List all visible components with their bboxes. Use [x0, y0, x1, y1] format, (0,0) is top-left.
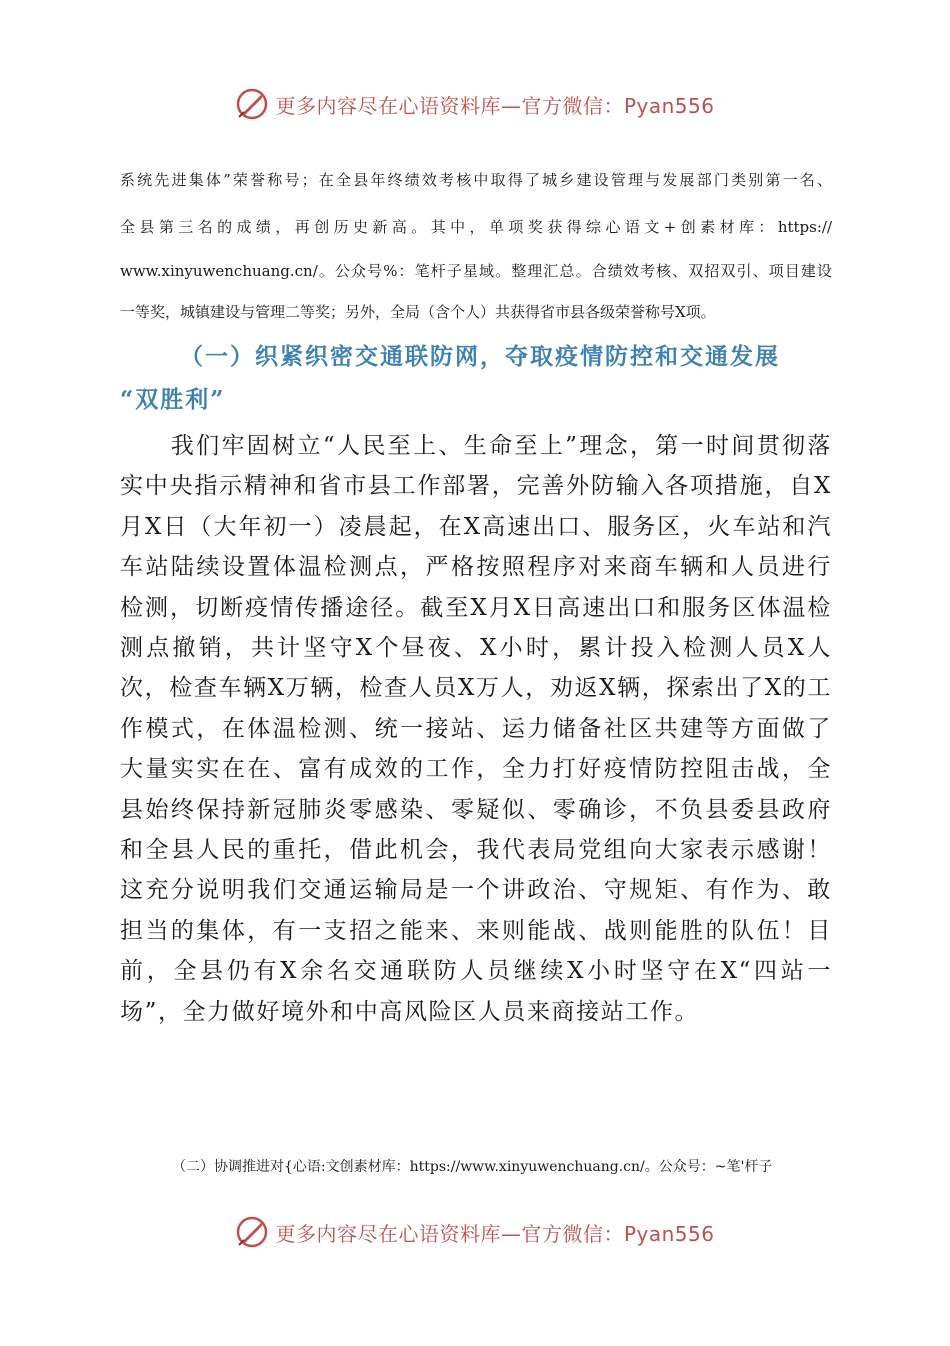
section-heading-line-1: （一）织紧织密交通联防网，夺取疫情防控和交通发展	[180, 343, 780, 370]
intro-line-1: 系统先进集体”荣誉称号；在全县年终绩效考核中取得了城乡建设管理与发展部门类别第一名、	[120, 171, 832, 189]
section-heading-continued	[120, 380, 832, 420]
next-section-line: （二）协调推进对{心语:文创素材库：https://www.xinyuwenchuang.cn/。公众号：~笔'杆子	[172, 1159, 773, 1175]
pen-logo-icon	[235, 1215, 269, 1249]
banner-text: 更多内容尽在心语资料库—官方微信：Pyan556	[275, 1221, 715, 1246]
section-body-text: 我们牢固树立“人民至上、生命至上”理念，第一时间贯彻落实中央指示精神和省市县工作部署，完善外防输入各项措施，自X月X日（大年初一）凌晨起，在X高速出口、服务区，火车站和汽车站陆续设置体温检测点，严格按照程序对来商车辆和人员进行检测，切断疫情传播途径。截至X月X日高速出口和服务区体温检测点撤销，共计坚守X个昼夜、X小时，累计投入检测人员X人次，检查车辆X万辆，检查人员X万人，劝返X辆，探索出了X的工作模式，在体温检测、统一接站、运力储备社区共建等方面做了大量实实在在、富有成效的工作，全力打好疫情防控阻击战，全县始终保持新冠肺炎零感染、零疑似、零确诊，不负县委县政府和全县人民的重托，借此机会，我代表局党组向大家表示感谢！这充分说明我们交通运输局是一个讲政治、守规矩、有作为、敢担当的集体，有一支招之能来、来则能战、战则能胜的队伍！目前，全县仍有X余名交通联防人员继续X小时坚守在X“四站一场”，全力做好境外和中高风险区人员来商接站工作。	[120, 433, 832, 1025]
banner-text: 更多内容尽在心语资料库—官方微信：Pyan556	[275, 93, 715, 118]
intro-line-4: 一等奖，城镇建设与管理二等奖；另外，全局（含个人）共获得省市县各级荣誉称号X项。	[120, 303, 716, 321]
section-body	[120, 426, 832, 1032]
header-banner	[0, 84, 950, 124]
section-heading-line-2: “双胜利”	[120, 386, 226, 413]
intro-line-3: www.xinyuwenchuang.cn/。公众号%：笔杆子星域。整理汇总。合绩效考核、双招双引、项目建设	[120, 262, 832, 280]
intro-line-2: 全县第三名的成绩，再创历史新高。其中，单项奖获得综心语文+创素材库：https://	[120, 218, 832, 236]
section-heading	[120, 337, 832, 377]
pen-logo-icon	[235, 87, 269, 121]
footer-banner	[0, 1212, 950, 1252]
